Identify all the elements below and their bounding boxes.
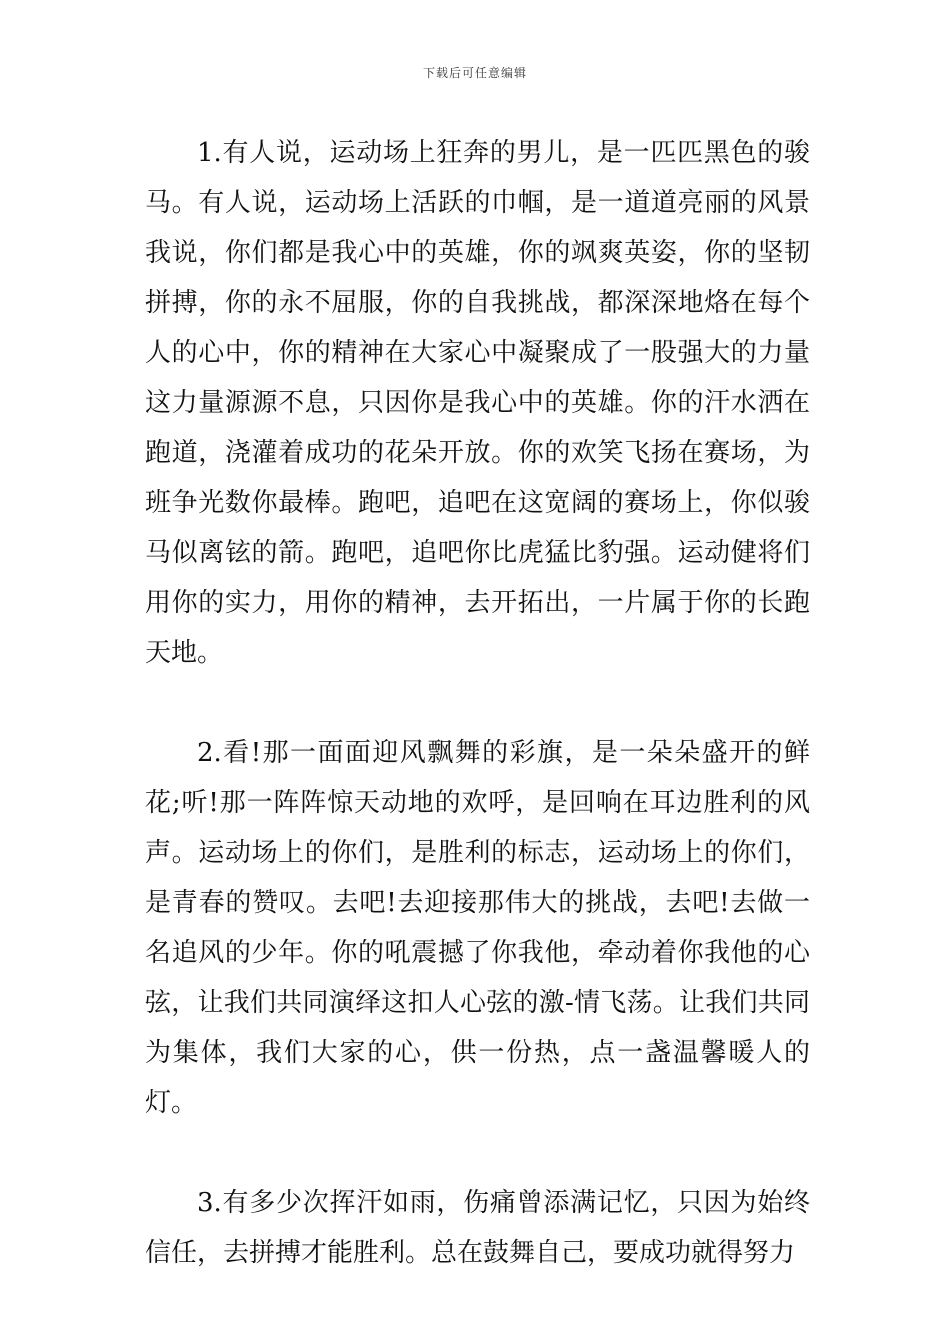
page-header: 下载后可任意编辑	[422, 66, 527, 80]
document-body	[145, 128, 810, 1278]
paragraph-3: 3.有多少次挥汗如雨，伤痛曾添满记忆，只因为始终信任，去拼搏才能胜利。总在鼓舞自己，要成功就得努力	[145, 1188, 810, 1268]
paragraph-1: 1.有人说，运动场上狂奔的男儿，是一匹匹黑色的骏马。有人说，运动场上活跃的巾帼，是一道道亮丽的风景我说，你们都是我心中的英雄，你的飒爽英姿，你的坚韧拼搏，你的永不屈服，你的自我挑战，都深深地烙在每个人的心中，你的精神在大家心中凝聚成了一股强大的力量这力量源源不息，只因你是我心中的英雄。你的汗水洒在跑道，浇灌着成功的花朵开放。你的欢笑飞扬在赛场，为班争光数你最棒。跑吧，追吧在这宽阔的赛场上，你似骏马似离铉的箭。跑吧，追吧你比虎猛比豹强。运动健将们用你的实力，用你的精神，去开拓出，一片属于你的长跑天地。	[145, 138, 810, 668]
paragraph-2: 2.看!那一面面迎风飘舞的彩旗，是一朵朵盛开的鲜花;听!那一阵阵惊天动地的欢呼，是回响在耳边胜利的风声。运动场上的你们，是胜利的标志，运动场上的你们，是青春的赞叹。去吧!去迎接那伟大的挑战，去吧!去做一名追风的少年。你的吼震撼了你我他，牵动着你我他的心弦，让我们共同演绎这扣人心弦的激-情飞荡。让我们共同为集体，我们大家的心，供一份热，点一盏温馨暖人的灯。	[145, 738, 810, 1118]
